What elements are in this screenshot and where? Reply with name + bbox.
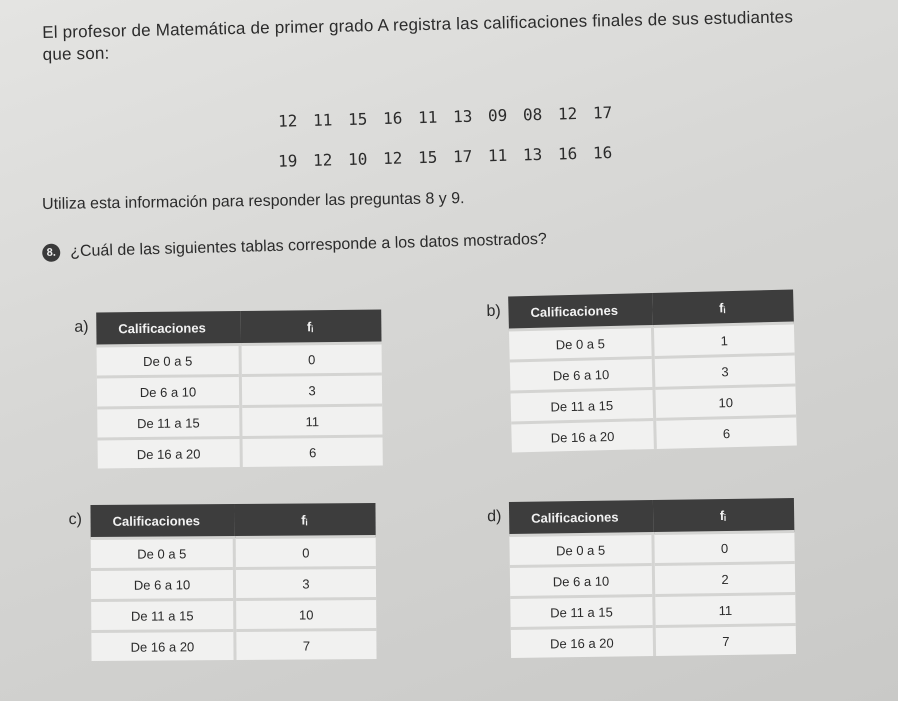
table-row <box>510 594 795 629</box>
question-number-badge: 8. <box>42 244 60 262</box>
grade-value: 16 <box>382 108 403 129</box>
grade-value: 12 <box>382 148 403 169</box>
range-cell: De 0 a 5 <box>509 533 653 566</box>
frequency-table <box>509 498 796 658</box>
frequency-table <box>96 310 383 469</box>
header-frequency: fᵢ <box>652 498 794 533</box>
frequency-cell: 2 <box>653 563 795 596</box>
range-cell: De 6 a 10 <box>510 564 654 597</box>
grade-value: 13 <box>522 144 543 165</box>
table-header-row <box>90 503 375 538</box>
header-frequency: fᵢ <box>652 290 794 327</box>
range-cell: De 6 a 10 <box>97 375 241 408</box>
range-cell: De 16 a 20 <box>91 630 235 661</box>
frequency-cell: 6 <box>241 436 383 467</box>
range-cell: De 16 a 20 <box>511 419 655 452</box>
frequency-cell: 10 <box>235 599 377 631</box>
table-row <box>97 374 382 408</box>
grade-value: 17 <box>592 103 613 123</box>
grade-value: 11 <box>312 110 333 130</box>
header-calificaciones: Calificaciones <box>509 500 653 536</box>
question-8 <box>42 231 547 262</box>
range-cell: De 11 a 15 <box>97 406 241 439</box>
header-calificaciones: Calificaciones <box>90 504 234 539</box>
range-cell: De 0 a 5 <box>509 326 653 360</box>
grade-value: 10 <box>347 149 368 169</box>
option-b[interactable] <box>486 290 797 453</box>
grade-value: 12 <box>312 150 333 170</box>
frequency-cell: 3 <box>234 568 376 600</box>
grade-value: 16 <box>592 143 613 163</box>
grade-value: 08 <box>522 104 543 125</box>
grade-value: 12 <box>557 103 578 124</box>
problem-statement <box>42 5 863 66</box>
table-row <box>511 416 797 452</box>
table-row <box>97 343 382 377</box>
table-header-row <box>509 498 794 535</box>
grade-value: 17 <box>452 146 473 167</box>
problem-statement-line1: El profesor de Matemática de primer grado A registra las calificaciones finales de sus estudiantes <box>42 7 794 42</box>
range-cell: De 6 a 10 <box>91 568 235 600</box>
header-calificaciones: Calificaciones <box>508 293 652 330</box>
frequency-cell: 10 <box>654 385 796 419</box>
frequency-cell: 11 <box>241 405 383 437</box>
option-a[interactable] <box>74 310 383 469</box>
frequency-cell: 6 <box>655 416 797 449</box>
range-cell: De 11 a 15 <box>510 595 654 628</box>
frequency-cell: 0 <box>234 537 376 569</box>
header-frequency: fᵢ <box>240 310 382 345</box>
frequency-table <box>90 503 376 661</box>
header-calificaciones: Calificaciones <box>96 311 240 346</box>
table-row <box>91 537 376 570</box>
table-row <box>91 630 376 661</box>
instruction-text: Utiliza esta información para responder las preguntas 8 y 9. <box>42 190 465 213</box>
range-cell: De 11 a 15 <box>91 599 235 631</box>
option-label: c) <box>68 511 82 529</box>
problem-statement-line2: que son: <box>42 43 110 65</box>
grade-value: 11 <box>417 107 438 128</box>
grade-value: 12 <box>277 111 298 131</box>
range-cell: De 0 a 5 <box>91 537 235 569</box>
grade-value: 16 <box>557 143 578 164</box>
frequency-cell: 0 <box>653 532 795 565</box>
grades-row-1 <box>270 103 620 131</box>
frequency-cell: 11 <box>654 594 796 627</box>
grade-value: 15 <box>417 147 438 168</box>
range-cell: De 0 a 5 <box>97 344 241 377</box>
frequency-cell: 3 <box>653 354 795 388</box>
frequency-table <box>508 290 797 453</box>
table-row <box>98 436 383 468</box>
range-cell: De 16 a 20 <box>511 626 655 658</box>
header-frequency: fᵢ <box>234 503 376 537</box>
range-cell: De 11 a 15 <box>510 388 654 422</box>
frequency-cell: 0 <box>240 343 382 375</box>
option-d[interactable] <box>487 498 796 658</box>
frequency-cell: 7 <box>654 625 796 656</box>
option-label: a) <box>74 318 89 336</box>
table-row <box>97 405 382 439</box>
grade-value: 11 <box>487 145 508 166</box>
frequency-cell: 7 <box>235 630 377 660</box>
option-c[interactable] <box>68 503 376 661</box>
table-row <box>511 625 796 658</box>
question-text: ¿Cuál de las siguientes tablas corresponde a los datos mostrados? <box>69 230 547 261</box>
grades-row-2 <box>270 143 620 171</box>
range-cell: De 6 a 10 <box>510 357 654 391</box>
frequency-cell: 1 <box>652 323 794 357</box>
table-header-row <box>96 310 381 346</box>
table-row <box>510 563 795 598</box>
range-cell: De 16 a 20 <box>98 437 242 468</box>
grade-value: 15 <box>347 109 368 129</box>
table-row <box>509 532 794 567</box>
option-label: b) <box>486 302 501 321</box>
table-row <box>91 568 376 601</box>
grade-value: 19 <box>277 151 298 171</box>
frequency-cell: 3 <box>240 374 382 406</box>
grade-value: 13 <box>452 106 473 127</box>
table-row <box>91 599 376 632</box>
grade-value: 09 <box>487 105 508 126</box>
option-label: d) <box>487 508 502 526</box>
